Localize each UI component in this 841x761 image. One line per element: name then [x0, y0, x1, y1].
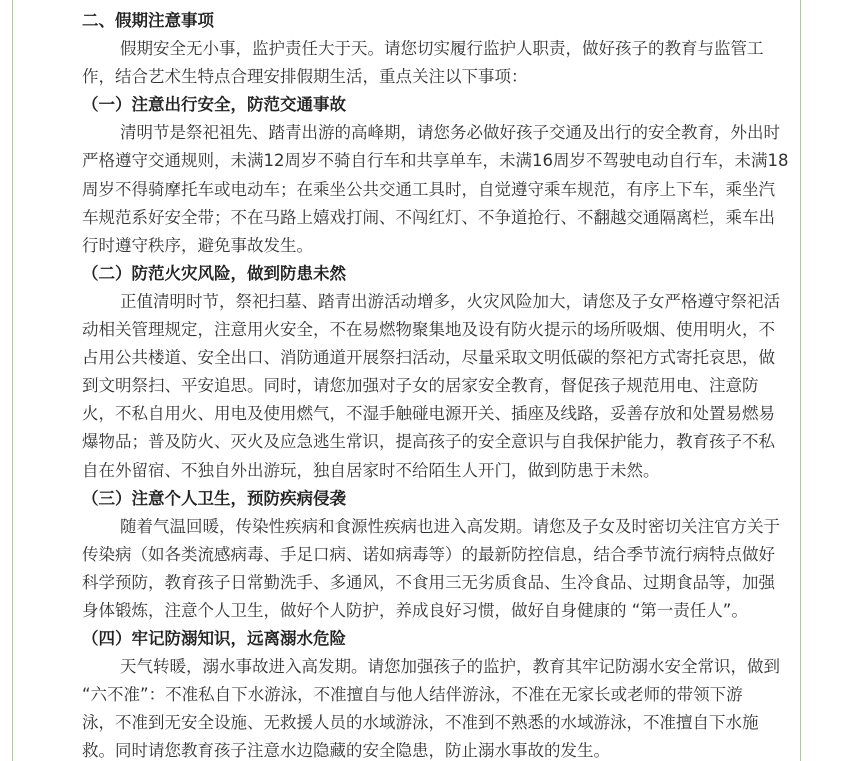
- text-line: 科学预防，教育孩子日常勤洗手、多通风，不食用三无劣质食品、生冷食品、过期食品等，加强: [82, 572, 775, 592]
- text-line: 车规范系好安全带；不在马路上嬉戏打闹、不闯红灯、不争道抢行、不翻越交通隔离栏，乘车出: [82, 207, 775, 227]
- paragraph-fire: [44, 288, 804, 485]
- text-line: 救。同时请您教育孩子注意水边隐藏的安全隐患，防止溺水事故的发生。: [82, 741, 610, 761]
- text-line: 天气转暖，溺水事故进入高发期。请您加强孩子的监护，教育其牢记防溺水安全常识，做到: [120, 657, 780, 677]
- subsection-heading-drowning: （四）牢记防溺知识，远离溺水危险: [82, 629, 346, 649]
- text-line: 泳，不准到无安全设施、无救援人员的水域游泳，不准到不熟悉的水域游泳，不准擅自下水施: [82, 713, 759, 733]
- text-line: 占用公共楼道、安全出口、消防通道开展祭扫活动，尽量采取文明低碳的祭祀方式寄托哀思，做: [82, 348, 775, 368]
- paragraph-traffic: [44, 119, 804, 259]
- text-line: 爆物品；普及防火、灭火及应急逃生常识，提高孩子的安全意识与自我保护能力，教育孩子不私: [82, 432, 775, 452]
- subsection-heading-hygiene: （三）注意个人卫生，预防疾病侵袭: [82, 488, 346, 508]
- subsection-heading-traffic: （一）注意出行安全，防范交通事故: [82, 95, 346, 115]
- text-line: 行时遵守秩序，避免事故发生。: [82, 235, 313, 255]
- text-line: 自在外留宿、不独自外出游玩，独自居家时不给陌生人开门，做到防患于未然。: [82, 460, 660, 480]
- text-line: 动相关管理规定，注意用火安全，不在易燃物聚集地及设有防火提示的场所吸烟、使用明火，不: [82, 320, 775, 340]
- text-line: “六不准”：不准私自下水游泳，不准擅自与他人结伴游泳，不准在无家长或老师的带领下游: [82, 685, 743, 705]
- text-line: 正值清明时节，祭祀扫墓、踏青出游活动增多，火灾风险加大，请您及子女严格遵守祭祀活: [120, 291, 780, 311]
- text-line: 严格遵守交通规则，未满12周岁不骑自行车和共享单车，未满16周岁不驾驶电动自行车，未满18: [82, 151, 789, 171]
- left-border-line: [12, 0, 13, 761]
- text-line: 随着气温回暖，传染性疾病和食源性疾病也进入高发期。请您及子女及时密切关注官方关于: [120, 516, 780, 536]
- paragraph-hygiene: [44, 513, 804, 625]
- text-line: 传染病（如各类流感病毒、手足口病、诺如病毒等）的最新防控信息，结合季节流行病特点做好: [82, 544, 775, 564]
- intro-paragraph: [44, 35, 804, 91]
- text-line: 到文明祭扫、平安追思。同时，请您加强对子女的居家安全教育，督促孩子规范用电、注意防: [82, 376, 759, 396]
- paragraph-drowning: [44, 653, 804, 761]
- text-line: 身体锻炼，注意个人卫生，做好个人防护，养成良好习惯，做好自身健康的 “第一责任人”。: [82, 600, 748, 620]
- text-line: 周岁不得骑摩托车或电动车；在乘坐公共交通工具时，自觉遵守乘车规范，有序上下车，乘坐汽: [82, 179, 775, 199]
- subsection-heading-fire: （二）防范火灾风险，做到防患未然: [82, 263, 346, 283]
- section-title: 二、假期注意事项: [82, 11, 214, 30]
- text-line: 假期安全无小事，监护责任大于天。请您切实履行监护人职责，做好孩子的教育与监管工: [120, 39, 764, 59]
- text-line: 清明节是祭祀祖先、踏青出游的高峰期，请您务必做好孩子交通及出行的安全教育，外出时: [120, 123, 780, 143]
- text-line: 火，不私自用火、用电及使用燃气，不湿手触碰电源开关、插座及线路，妥善存放和处置易燃易: [82, 404, 775, 424]
- article-body: [44, 7, 804, 761]
- text-line: 作，结合艺术生特点合理安排假期生活，重点关注以下事项：: [82, 67, 528, 87]
